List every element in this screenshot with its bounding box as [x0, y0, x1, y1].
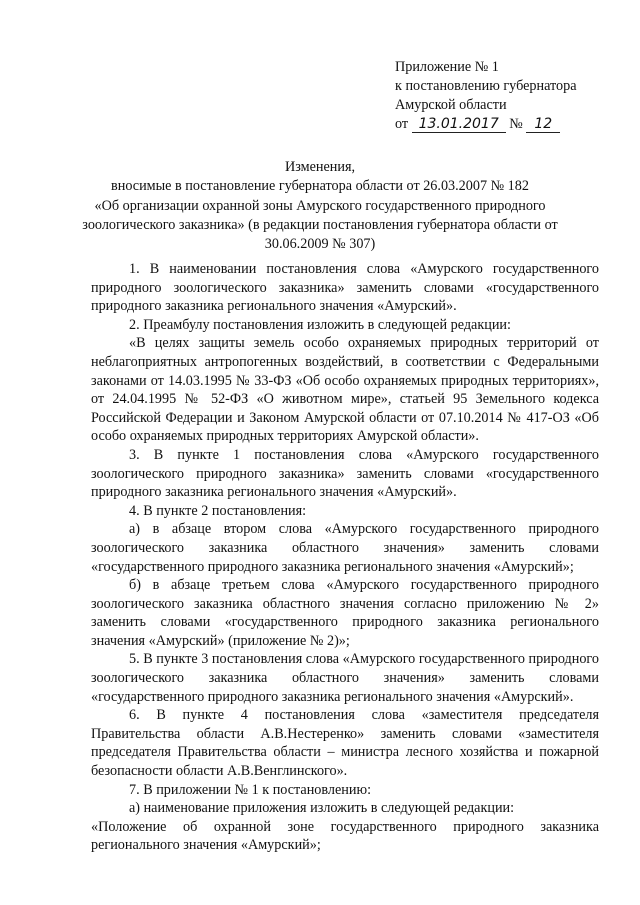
- from-label: от: [395, 116, 409, 132]
- paragraph-4b: б) в абзаце третьем слова «Амурского государственного природного зоологического заказника областного значения согласно приложению № 2» заменить словами «государственного природного заказника регионального значения «Амурский» (приложение № 2)»;: [91, 577, 599, 649]
- title-heading: Изменения,: [284, 159, 356, 175]
- title-line-4: зоологического заказника» (в редакции постановления губернатора области от: [82, 216, 558, 233]
- paragraph-7a-text: «Положение об охранной зоне государственного природного заказника регионального значения «Амурский»;: [91, 818, 599, 854]
- appendix-header: [395, 58, 577, 134]
- appendix-decree-ref: к постановлению губернатора: [395, 78, 577, 94]
- document-title: [80, 158, 560, 254]
- handwritten-date: 13.01.2017: [412, 117, 506, 133]
- handwritten-number: 12: [526, 117, 560, 133]
- appendix-number: Приложение № 1: [395, 59, 499, 75]
- paragraph-4a: а) в абзаце втором слова «Амурского государственного природного зоологического заказника областного значения» заменить словами «государственного природного заказника регионального значения «Амурский»;: [91, 521, 599, 575]
- paragraph-2: 2. Преамбулу постановления изложить в следующей редакции:: [129, 316, 511, 333]
- appendix-date-line: [395, 115, 577, 134]
- title-line-3: «Об организации охранной зоны Амурского государственного природного: [94, 197, 546, 214]
- appendix-region: Амурской области: [395, 97, 507, 113]
- paragraph-4: 4. В пункте 2 постановления:: [129, 502, 307, 519]
- paragraph-7a: а) наименование приложения изложить в следующей редакции:: [129, 800, 515, 817]
- title-line-2: вносимые в постановление губернатора области от 26.03.2007 № 182: [111, 178, 529, 195]
- paragraph-7: 7. В приложении № 1 к постановлению:: [129, 781, 372, 798]
- title-line-5: 30.06.2009 № 307): [264, 236, 376, 253]
- paragraph-1: 1. В наименовании постановления слова «Амурского государственного природного зоологического заказника» заменить словами «государственного природного заказника регионального значения «Амурский».: [91, 261, 599, 315]
- paragraph-3: 3. В пункте 1 постановления слова «Амурского государственного зоологического природного заказника» заменить словами «государственного природного заказника регионального значения «Амурский».: [91, 446, 599, 501]
- paragraph-6: 6. В пункте 4 постановления слова «заместителя председателя Правительства области А.В.Нестеренко» заменить словами «заместителя председателя Правительства области – министра лесного хозяйства и пожарной безопасности области А.В.Венглинского».: [91, 707, 599, 780]
- paragraph-preamble: «В целях защиты земель особо охраняемых природных территорий от неблагоприятных антропогенных воздействий, в соответствии с Федеральными законами от 14.03.1995 № 33-ФЗ «Об особо охраняемых природных территориях», от 24.04.1995 № 52-ФЗ «О животном мире», статьей 95 Земельного кодекса Российской Федерации и Законом Амурской области от 07.10.2014 № 417-ОЗ «Об особо охраняемых природных территориях Амурской области».: [91, 335, 599, 445]
- paragraph-5: 5. В пункте 3 постановления слова «Амурского государственного природного зоологического заказника областного значения» заменить словами «государственного природного заказника регионального значения «Амурский».: [91, 651, 599, 705]
- number-label: №: [509, 116, 523, 132]
- document-body: [91, 260, 599, 855]
